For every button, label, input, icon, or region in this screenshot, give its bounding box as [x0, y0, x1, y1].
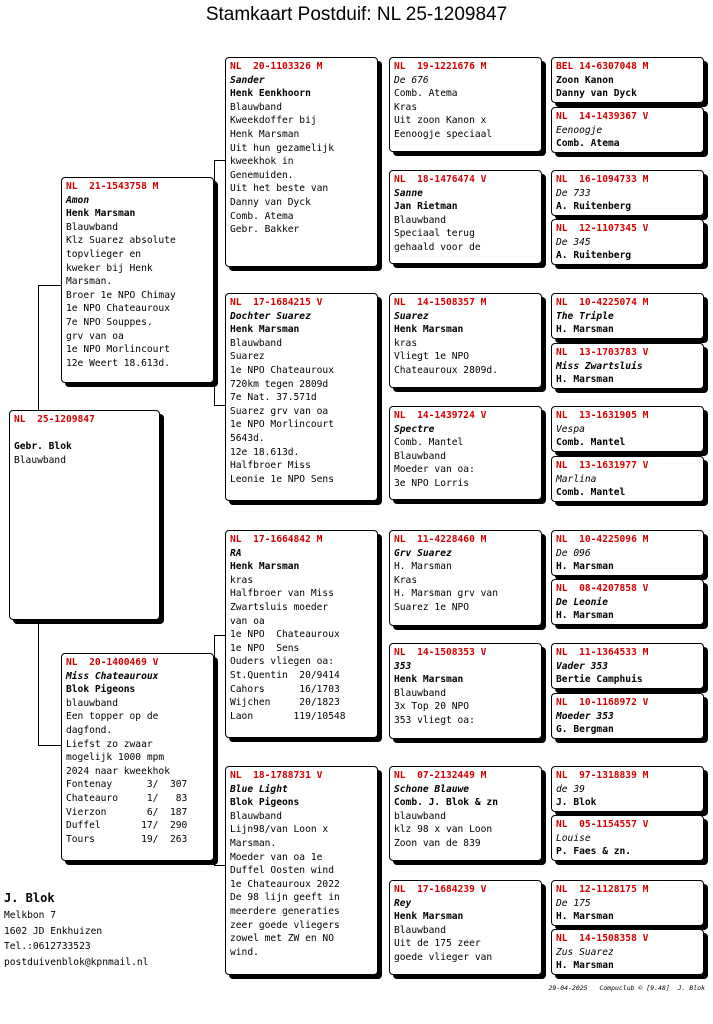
pigeon-info-line: Marsman. — [66, 276, 113, 288]
ring-number: NL 17-1684239 V — [394, 884, 487, 895]
pigeon-card-ds — [225, 530, 378, 738]
pigeon-name: Sanne — [394, 187, 423, 199]
pigeon-info-line: Suarez 1e NPO — [394, 601, 470, 613]
connector-ss-parents — [378, 100, 379, 210]
footer-credit: 29-04-2025 Compuclub © [9.48] J. Blok — [548, 984, 705, 992]
ring-number: NL 05-1154557 V — [556, 819, 649, 830]
pigeon-card-g4-13 — [551, 766, 704, 812]
owner-name: Comb. Atema — [556, 138, 620, 150]
pigeon-card-dds — [389, 766, 542, 861]
pigeon-card-dd — [225, 766, 378, 975]
pigeon-name: Louise — [556, 832, 591, 844]
pigeon-info-line: Blauwband — [230, 337, 282, 349]
pigeon-info-line: Een topper op de — [66, 711, 159, 723]
pigeon-info-line: Tours 19/ 263 — [66, 833, 188, 845]
pigeon-info-line: blauwband — [394, 810, 446, 822]
ring-number: NL 14-1439724 V — [394, 410, 487, 421]
breeder-email: postduivenblok@kpnmail.nl — [4, 956, 149, 968]
pigeon-info-line: Genemuiden. — [230, 169, 294, 181]
owner-name: Henk Marsman — [394, 911, 464, 923]
ring-number: NL 18-1788731 V — [230, 770, 323, 781]
pigeon-info-line: 1e NPO Chateauroux — [66, 303, 170, 315]
pigeon-card-g4-16 — [551, 929, 704, 975]
pigeon-card-ss — [225, 57, 378, 267]
pigeon-info-line: Blauwband — [394, 924, 446, 936]
owner-name: Henk Marsman — [394, 674, 464, 686]
pigeon-info-line: meerdere generaties — [230, 905, 340, 917]
owner-name: H. Marsman — [556, 610, 614, 622]
pigeon-card-g4-2 — [551, 107, 704, 153]
owner-name: H. Marsman — [556, 960, 614, 972]
pigeon-name: De 345 — [556, 236, 591, 248]
connector-dd-parents — [378, 815, 379, 925]
pigeon-info-line: Marsman. — [230, 837, 277, 849]
ring-number: BEL 14-6307048 M — [556, 61, 649, 72]
pigeon-info-line: van oa — [230, 615, 265, 627]
owner-name: Blok Pigeons — [66, 684, 136, 696]
ring-number: NL 13-1631977 V — [556, 460, 649, 471]
ring-number: NL 12-1128175 M — [556, 884, 649, 895]
owner-name: A. Ruitenberg — [556, 250, 632, 262]
ring-number: NL 10-4225074 M — [556, 297, 649, 308]
breeder-city: 1602 JD Enkhuizen — [4, 925, 103, 937]
ring-number: NL 14-1439367 V — [556, 111, 649, 122]
pigeon-name: Zus Suarez — [556, 946, 614, 958]
pigeon-info-line: kweker bij Henk — [66, 262, 153, 274]
pigeon-name: de 39 — [556, 783, 585, 795]
pigeon-info-line: Laon 119/10548 — [230, 710, 346, 722]
pigeon-info-line: Uit hun gezamelijk — [230, 142, 334, 154]
pigeon-name: Schone Blauwe — [394, 783, 470, 795]
pigeon-info-line: Halfbroer Miss — [230, 460, 311, 472]
pigeon-info-line: Gebr. Bakker — [230, 224, 300, 236]
owner-name: A. Ruitenberg — [556, 201, 632, 213]
owner-name: Jan Rietman — [394, 201, 458, 213]
ring-number: NL 18-1476474 V — [394, 174, 487, 185]
pigeon-info-line: St.Quentin 20/9414 — [230, 669, 340, 681]
owner-name: Henk Marsman — [230, 324, 300, 336]
owner-name: Comb. Mantel — [556, 487, 626, 499]
pigeon-info-line: Chateauro 1/ 83 — [66, 792, 188, 804]
pigeon-card-g4-9 — [551, 530, 704, 576]
pigeon-info-line: Duffel 17/ 290 — [66, 820, 188, 832]
pigeon-card-g4-14 — [551, 815, 704, 861]
ring-number: NL 08-4207858 V — [556, 583, 649, 594]
connector-dam — [38, 745, 62, 746]
pigeon-info-line: kras — [230, 574, 254, 586]
pigeon-card-g4-12 — [551, 693, 704, 739]
pigeon-card-ddd — [389, 880, 542, 975]
pigeon-name: Rey — [394, 897, 412, 909]
pigeon-info-line: Duffel Oosten wind — [230, 865, 334, 877]
pigeon-name: De 096 — [556, 547, 591, 559]
pigeon-info-line: Blauwband — [230, 810, 282, 822]
owner-name: Comb. Atema — [394, 88, 458, 100]
pigeon-info-line: Lijn98/van Loon x — [230, 824, 329, 836]
pigeon-info-line: Blauwband — [394, 687, 446, 699]
pigeon-name: Suarez — [394, 310, 429, 322]
pigeon-card-dam — [61, 653, 214, 861]
ring-number: NL 12-1107345 V — [556, 223, 649, 234]
pigeon-name: Zoon Kanon — [556, 74, 614, 86]
pigeon-info-line: zowel met ZW en NO — [230, 933, 334, 945]
pigeon-info-line: Cahors 16/1703 — [230, 683, 340, 695]
owner-name: H. Marsman — [394, 561, 452, 573]
ring-number: NL 25-1209847 — [14, 414, 95, 425]
pigeon-card-g4-7 — [551, 406, 704, 452]
pigeon-info-line: 720km tegen 2809d — [230, 378, 329, 390]
pigeon-info-line: 1e NPO Chateauroux — [230, 629, 340, 641]
owner-name: H. Marsman — [556, 911, 614, 923]
pigeon-info-line: zeer goede vliegers — [230, 919, 340, 931]
pigeon-name: 353 — [394, 660, 412, 672]
pigeon-info-line: Suarez — [230, 351, 265, 363]
pigeon-info-line: Vliegt 1e NPO — [394, 351, 470, 363]
pigeon-info-line: Uit zoon Kanon x — [394, 115, 487, 127]
pigeon-name: Blue Light — [230, 783, 288, 795]
owner-name: J. Blok — [556, 797, 597, 809]
pigeon-name: De 175 — [556, 897, 591, 909]
pigeon-name: Sander — [230, 74, 265, 86]
pigeon-name: Amon — [66, 194, 90, 206]
pigeon-info-line: kras — [394, 337, 418, 349]
pigeon-info-line: Kras — [394, 574, 418, 586]
pigeon-name: Miss Zwartsluis — [556, 360, 643, 372]
pigeon-card-g4-5 — [551, 293, 704, 339]
pigeon-name: Spectre — [394, 423, 435, 435]
owner-name: Henk Marsman — [394, 324, 464, 336]
breeder-info — [4, 888, 148, 970]
pigeon-card-sss — [389, 57, 542, 152]
owner-name: Comb. Mantel — [556, 437, 626, 449]
pigeon-info-line: Klz Suarez absolute — [66, 235, 176, 247]
pigeon-card-g4-11 — [551, 643, 704, 689]
ring-number: NL 13-1703783 V — [556, 347, 649, 358]
pigeon-info-line: Uit het beste van — [230, 183, 329, 195]
ring-number: NL 07-2132449 M — [394, 770, 487, 781]
pigeon-name: Eenoogje — [556, 124, 603, 136]
pigeon-card-sds — [389, 293, 542, 388]
pigeon-card-g4-10 — [551, 579, 704, 625]
ring-number: NL 10-4225096 M — [556, 534, 649, 545]
owner-name: H. Marsman — [556, 374, 614, 386]
owner-name: Danny van Dyck — [556, 88, 637, 100]
owner-name: P. Faes & zn. — [556, 846, 632, 858]
owner-name: Blok Pigeons — [230, 797, 300, 809]
owner-name: G. Bergman — [556, 724, 614, 736]
pigeon-info-line: 1e Chateauroux 2022 — [230, 878, 340, 890]
pigeon-info-line: Danny van Dyck — [230, 196, 311, 208]
pigeon-info-line: 1e NPO Morlincourt — [66, 344, 170, 356]
pigeon-name: RA — [230, 547, 242, 559]
pigeon-name: Marlina — [556, 473, 597, 485]
pigeon-info-line: Suarez grv van oa — [230, 405, 329, 417]
pigeon-info-line: Leonie 1e NPO Sens — [230, 473, 334, 485]
pigeon-info-line: 7e NPO Souppes. — [66, 316, 153, 328]
pigeon-card-g4-8 — [551, 456, 704, 502]
pigeon-card-sd — [225, 293, 378, 501]
pigeon-info-line: Comb. Atema — [230, 210, 294, 222]
pigeon-info-line: Liefst zo zwaar — [66, 738, 153, 750]
pigeon-name: Grv Suarez — [394, 547, 452, 559]
pigeon-info-line: 1e NPO Chateauroux — [230, 364, 334, 376]
pigeon-name: Dochter Suarez — [230, 310, 311, 322]
pigeon-info-line: 3e NPO Lorris — [394, 477, 470, 489]
pigeon-info-line: mogelijk 1000 mpm — [66, 752, 165, 764]
pigeon-info-line: Blauwband — [14, 454, 66, 466]
ring-number: NL 10-1168972 V — [556, 697, 649, 708]
owner-name: H. Marsman — [556, 324, 614, 336]
owner-name: Bertie Camphuis — [556, 674, 643, 686]
pigeon-info-line: Chateauroux 2809d. — [394, 364, 498, 376]
ring-number: NL 11-1364533 M — [556, 647, 649, 658]
ring-number: NL 14-1508357 M — [394, 297, 487, 308]
pigeon-info-line: Blauwband — [394, 214, 446, 226]
pigeon-info-line: blauwband — [66, 697, 118, 709]
pigeon-info-line: 1e NPO Morlincourt — [230, 419, 334, 431]
pigeon-card-g4-6 — [551, 343, 704, 389]
pigeon-info-line: gehaald voor de — [394, 241, 481, 253]
owner-name: Gebr. Blok — [14, 441, 72, 453]
pigeon-info-line: klz 98 x van Loon — [394, 824, 493, 836]
pigeon-info-line: topvlieger en — [66, 248, 142, 260]
pigeon-name: Vader 353 — [556, 660, 608, 672]
pigeon-name: De Leonie — [556, 596, 608, 608]
connector-dam-parents — [214, 635, 215, 865]
pigeon-name — [14, 427, 155, 441]
pigeon-info-line: Zoon van de 839 — [394, 837, 481, 849]
ring-number: NL 16-1094733 M — [556, 174, 649, 185]
owner-name: H. Marsman — [556, 561, 614, 573]
ring-number: NL 21-1543758 M — [66, 181, 159, 192]
ring-number: NL 17-1664842 M — [230, 534, 323, 545]
pigeon-info-line: Moeder van oa 1e — [230, 851, 323, 863]
pigeon-info-line: 3x Top 20 NPO — [394, 701, 470, 713]
pigeon-name: De 676 — [394, 74, 429, 86]
pigeon-info-line: De 98 lijn geeft in — [230, 892, 340, 904]
pigeon-info-line: Kweekdoffer bij — [230, 115, 317, 127]
connector-sire — [38, 285, 62, 286]
pigeon-info-line: wind. — [230, 946, 259, 958]
pigeon-info-line: goede vlieger van — [394, 951, 493, 963]
pigeon-info-line: Vierzon 6/ 187 — [66, 806, 188, 818]
pigeon-card-dss — [389, 530, 542, 626]
connector-ds-parents — [378, 580, 379, 690]
owner-name: Henk Marsman — [66, 208, 136, 220]
ring-number: NL 11-4228460 M — [394, 534, 487, 545]
ring-number: NL 20-1400469 V — [66, 657, 159, 668]
pigeon-info-line: Moeder van oa: — [394, 464, 475, 476]
pigeon-info-line: Halfbroer van Miss — [230, 588, 334, 600]
pigeon-info-line: Blauwband — [394, 450, 446, 462]
pigeon-info-line: Wijchen 20/1823 — [230, 697, 340, 709]
page-title: Stamkaart Postduif: NL 25-1209847 — [205, 4, 508, 25]
breeder-name: J. Blok — [4, 891, 55, 905]
owner-name: Henk Eenkhoorn — [230, 88, 311, 100]
pigeon-card-g4-3 — [551, 170, 704, 216]
pigeon-info-line: Blauwband — [66, 221, 118, 233]
pigeon-card-g4-4 — [551, 219, 704, 265]
connector-sd-parents — [378, 345, 379, 455]
pigeon-info-line: Fontenay 3/ 307 — [66, 779, 188, 791]
pigeon-info-line: Broer 1e NPO Chimay — [66, 289, 176, 301]
pigeon-name: The Triple — [556, 310, 614, 322]
pigeon-card-sdd — [389, 406, 542, 500]
pigeon-info-line: 5643d. — [230, 432, 265, 444]
pigeon-card-subject — [9, 410, 160, 620]
pigeon-info-line: H. Marsman grv van — [394, 588, 498, 600]
pigeon-name: Miss Chateauroux — [66, 670, 159, 682]
owner-name: Comb. J. Blok & zn — [394, 797, 498, 809]
pigeon-info-line: Speciaal terug — [394, 228, 475, 240]
pigeon-info-line: dagfond. — [66, 724, 113, 736]
pigeon-info-line: 353 vliegt oa: — [394, 714, 475, 726]
breeder-address: Melkbon 7 — [4, 910, 56, 921]
pigeon-info-line: 7e Nat. 37.571d — [230, 392, 317, 404]
pigeon-card-g4-1 — [551, 57, 704, 103]
ring-number: NL 14-1508358 V — [556, 933, 649, 944]
pigeon-info-line: Kras — [394, 101, 418, 113]
pigeon-name: De 733 — [556, 187, 591, 199]
pigeon-card-dsd — [389, 643, 542, 739]
ring-number: NL 97-1318839 M — [556, 770, 649, 781]
ring-number: NL 20-1103326 M — [230, 61, 323, 72]
owner-name: Henk Marsman — [230, 561, 300, 573]
pigeon-info-line: 2024 naar kweekhok — [66, 765, 170, 777]
pigeon-card-ssd — [389, 170, 542, 264]
pigeon-card-sire — [61, 177, 214, 383]
pigeon-info-line: 12e 18.613d. — [230, 446, 300, 458]
owner-name: Comb. Mantel — [394, 437, 464, 449]
ring-number: NL 13-1631905 M — [556, 410, 649, 421]
ring-number: NL 19-1221676 M — [394, 61, 487, 72]
ring-number: NL 17-1684215 V — [230, 297, 323, 308]
pigeon-info-line: grv van oa — [66, 330, 124, 342]
breeder-phone: Tel.:0612733523 — [4, 941, 91, 952]
ring-number: NL 14-1508353 V — [394, 647, 487, 658]
pigeon-info-line: Blauwband — [230, 101, 282, 113]
pigeon-info-line: Uit de 175 zeer — [394, 938, 481, 950]
pigeon-info-line: 12e Weert 18.613d. — [66, 357, 170, 369]
pigeon-info-line: Zwartsluis moeder — [230, 601, 329, 613]
pigeon-info-line: Ouders vliegen oa: — [230, 656, 334, 668]
pigeon-card-g4-15 — [551, 880, 704, 926]
pigeon-info-line: 1e NPO Sens — [230, 642, 300, 654]
pigeon-name: Moeder 353 — [556, 710, 614, 722]
pigeon-name: Vespa — [556, 423, 585, 435]
connector-sire-parents — [214, 160, 215, 405]
pigeon-info-line: kweekhok in — [230, 156, 294, 168]
pigeon-info-line: Henk Marsman — [230, 128, 300, 140]
pigeon-info-line: Eenoogje speciaal — [394, 128, 493, 140]
